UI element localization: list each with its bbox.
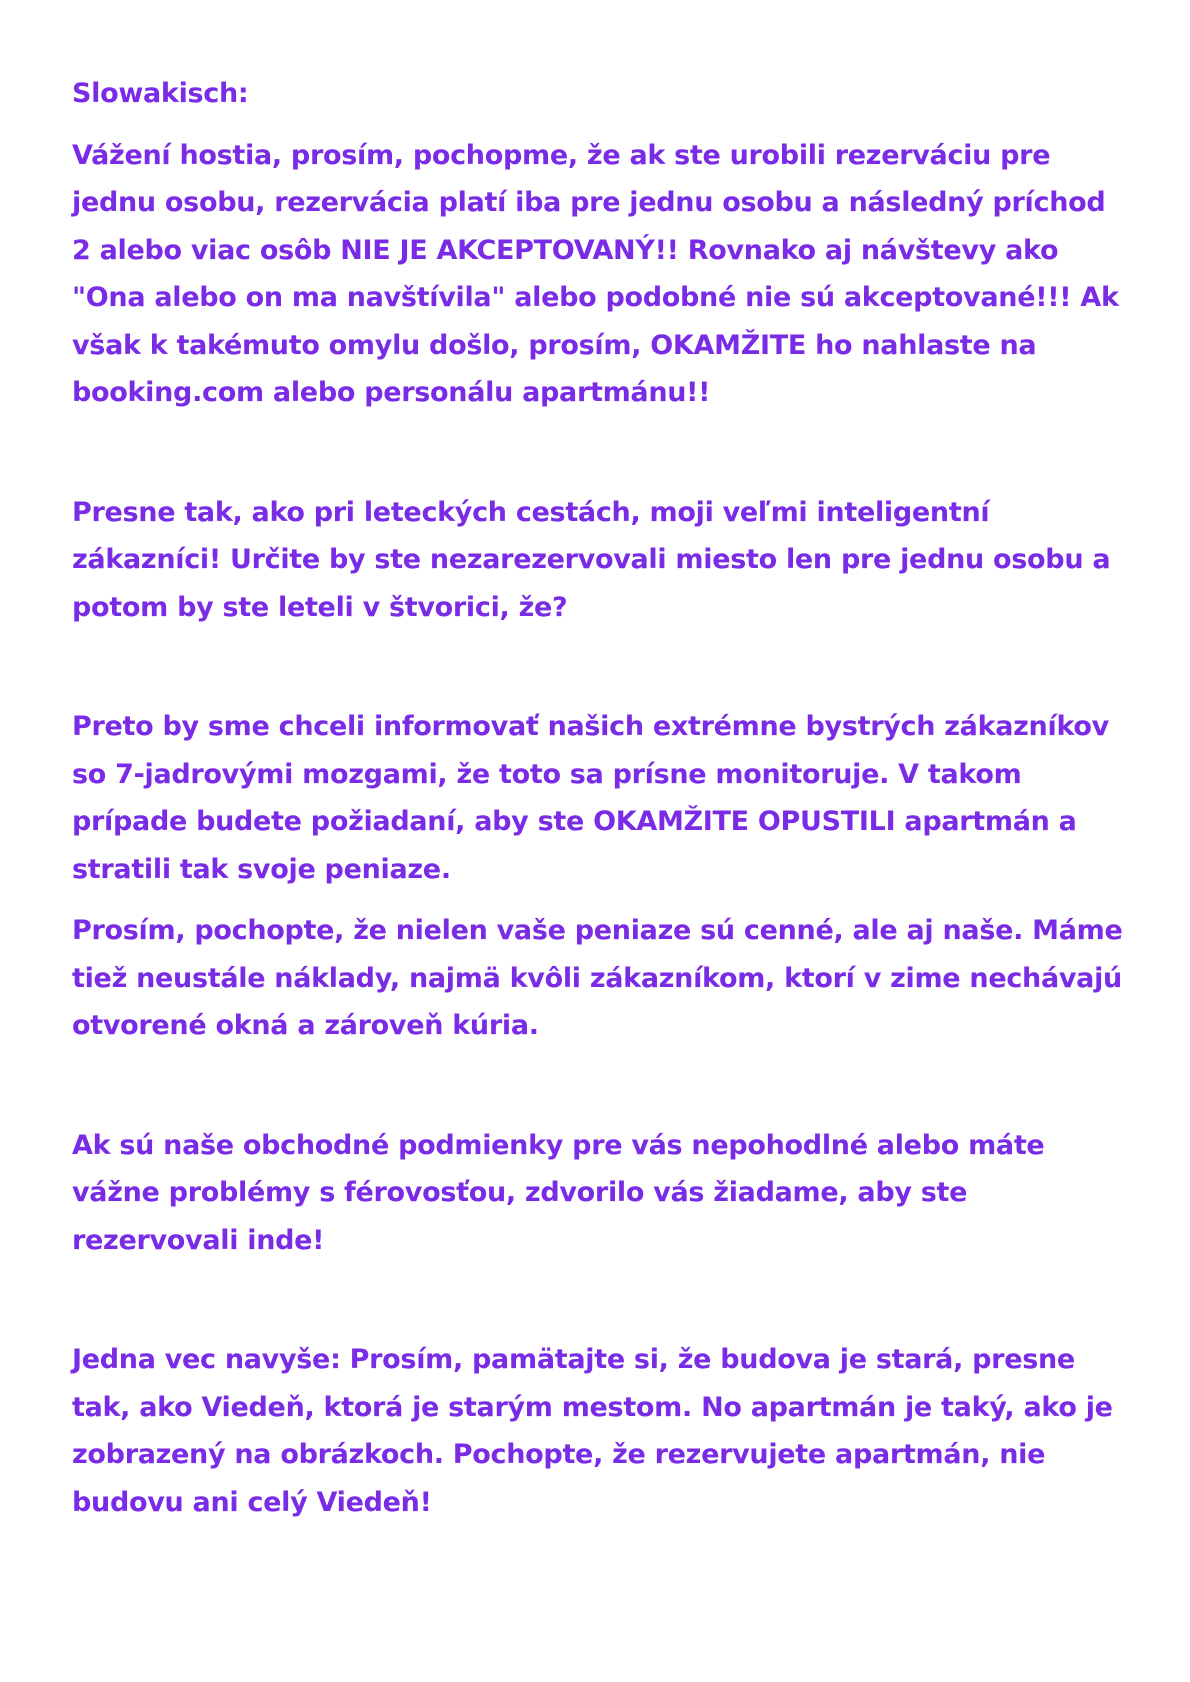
- document-page: [72, 70, 1132, 1526]
- paragraph-flight-analogy: Presne tak, ako pri leteckých cestách, moji veľmi inteligentní zákazníci! Určite by ste nezarezervovali miesto len pre jednu osobu a potom by ste leteli v štvorici, že?: [72, 496, 1111, 623]
- paragraph-spacer: [72, 631, 1132, 703]
- paragraph-spacer: [72, 1264, 1132, 1336]
- paragraph-book-elsewhere: Ak sú naše obchodné podmienky pre vás nepohodlné alebo máte vážne problémy s férovosťou, zdvorilo vás žiadame, aby ste rezervovali inde!: [72, 1129, 1045, 1256]
- paragraph-spacer: [72, 1050, 1132, 1122]
- paragraph-costs: Prosím, pochopte, že nielen vaše peniaze sú cenné, ale aj naše. Máme tiež neustále náklady, najmä kvôli zákazníkom, ktorí v zime nechávajú otvorené okná a zároveň kúria.: [72, 915, 1123, 1041]
- paragraph-spacer: [72, 893, 1132, 907]
- paragraph-booking-policy: Vážení hostia, prosím, pochopme, že ak ste urobili rezerváciu pre jednu osobu, rezervácia platí iba pre jednu osobu a následný príchod 2 alebo viac osôb NIE JE AKCEPTOVANÝ!! Rovnako aj návštevy ako "Ona alebo on ma navštívila" alebo podobné nie sú akceptované!!! Ak však k takémuto omylu došlo, prosím, OKAMŽITE ho nahlaste na booking.com alebo personálu apartmánu!!: [72, 139, 1119, 408]
- language-heading: Slowakisch:: [72, 78, 249, 109]
- paragraph-old-building: Jedna vec navyše: Prosím, pamätajte si, že budova je stará, presne tak, ako Viedeň, ktorá je starým mestom. No apartmán je taký, ako je zobrazený na obrázkoch. Pochopte, že rezervujete apartmán, nie budovu ani celý Viedeň!: [72, 1344, 1113, 1518]
- paragraph-monitoring: Preto by sme chceli informovať našich extrémne bystrých zákazníkov so 7-jadrovými mozgami, že toto sa prísne monitoruje. V takom prípade budete požiadaní, aby ste OKAMŽITE OPUSTILI apartmán a stratili tak svoje peniaze.: [72, 711, 1109, 885]
- paragraph-spacer: [72, 417, 1132, 489]
